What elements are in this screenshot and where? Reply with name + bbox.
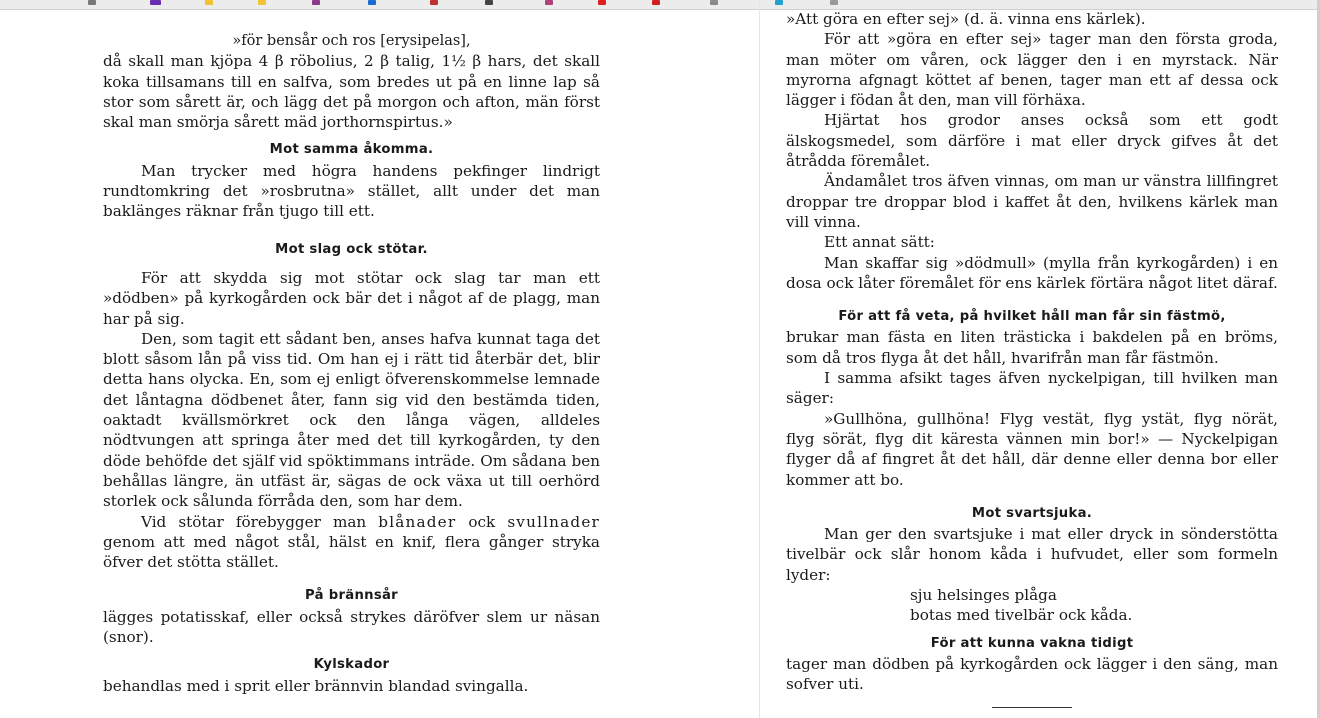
text-run: Vid stötar förebygger man <box>141 512 379 531</box>
paragraph: I samma afsikt tages äfven nyckelpigan, till hvilken man säger: <box>786 369 1278 408</box>
section-heading: För att få veta, på hvilket håll man får sin fästmö, <box>838 309 1226 325</box>
paragraph: lägges potatisskaf, eller också strykes däröfver slem ur näsan (snor). <box>103 607 600 647</box>
bookmark-icon[interactable] <box>150 0 161 5</box>
paragraph: brukar man fästa en liten trästicka i bakdelen på en bröms, som då tros flyga åt det håll, hvarifrån man får fästmön. <box>786 328 1278 367</box>
paragraph: För att skydda sig mot stötar ock slag tar man ett »dödben» på kyrkogården ock bär det i något af de plagg, man har på sig. <box>103 268 600 328</box>
text-run: ock <box>456 512 508 531</box>
verse-line: botas med tivelbär ock kåda. <box>910 606 1133 625</box>
heading-text: »Att göra en efter sej» (d. ä. vinna ens kärlek). <box>786 10 1146 28</box>
end-rule <box>992 707 1072 708</box>
paragraph: behandlas med i sprit eller brännvin blandad svingalla. <box>103 676 529 695</box>
spaced-word: blånader <box>378 512 457 531</box>
paragraph: »Gullhöna, gullhöna! Flyg vestät, flyg ystät, flyg nörät, flyg sörät, flyg dit käresta vännen min bor!» — Nyckelpigan flyger då af fingret åt det håll, där denne eller denna bor eller kommer att bo. <box>786 409 1278 489</box>
section-heading: För att kunna vakna tidigt <box>930 635 1134 651</box>
section-heading: Mot slag ock stötar. <box>275 241 428 257</box>
bookmark-icon[interactable] <box>88 0 96 5</box>
section-heading: »för bensår och ros [erysipelas], <box>232 33 471 49</box>
section-heading: Mot samma åkomma. <box>269 142 434 158</box>
bookmark-icon[interactable] <box>775 0 783 5</box>
paragraph: Den, som tagit ett sådant ben, anses hafva kunnat taga det blott såsom lån på viss tid. Om han ej i rätt tid återbär det, blir detta hans olycka. En, som ej enligt öfverenskommelse lemnade det låntagna dödbenet åter, fann sig vid den bestämda tiden, oaktadt kvällsmörkret ock den långa vägen, alldeles nödtvungen att springa åter med det till kyrkogården, ty den döde behöfde det själf vid spöktimmans inträde. Om sådana ben behållas längre, än utfäst är, sägas de ock växa ut till oerhörd storlek ock sålunda förråda den, som har dem. <box>103 329 600 511</box>
paragraph: tager man dödben på kyrkogården ock lägger i den säng, man sofver uti. <box>786 654 1278 694</box>
verse-line: sju helsinges plåga <box>910 586 1057 605</box>
section-heading: På brännsår <box>305 588 398 604</box>
bookmark-icon[interactable] <box>830 0 838 5</box>
spaced-word: svullnader <box>507 512 600 531</box>
section-heading <box>786 9 1278 29</box>
paragraph: För att »göra en efter sej» tager man den första groda, man möter om våren, ock lägger den i en myrstack. När myrorna afgnagt köttet af benen, tager man ett af dessa ock lägger i födan åt den, man vill förhäxa. <box>786 30 1278 110</box>
paragraph: Man trycker med högra handens pekfinger lindrigt rundtomkring det »rosbrutna» stället, allt under det man baklänges räknar från tjugo till ett. <box>103 161 600 221</box>
bookmark-icon[interactable] <box>710 0 718 5</box>
bookmark-icon[interactable] <box>545 0 553 5</box>
bookmark-icon[interactable] <box>485 0 493 5</box>
bookmark-icon[interactable] <box>652 0 660 5</box>
section-heading: Kylskador <box>313 657 390 673</box>
paragraph: då skall man kjöpa 4 β röbolius, 2 β talig, 1½ β hars, det skall koka tillsamans till en salfva, som bredes ut på en linne lap så stor som sårett är, och lägg det på morgon och afton, män först skal man smörja sårett mäd jorthornspirtus.» <box>103 52 600 132</box>
page-gutter <box>759 0 760 718</box>
paragraph: Hjärtat hos grodor anses också som ett godt älskogsmedel, som därföre i mat eller dryck gifves åt det åtrådda föremålet. <box>786 111 1278 171</box>
bookmark-icon[interactable] <box>205 0 213 5</box>
paragraph: Man ger den svartsjuke i mat eller dryck in sönderstötta tivelbär ock slår honom kåda i hufvudet, eller som formeln lyder: <box>786 525 1278 584</box>
section-heading: Mot svartsjuka. <box>971 505 1093 521</box>
bookmark-icon[interactable] <box>368 0 376 5</box>
bookmark-icon[interactable] <box>312 0 320 5</box>
paragraph: Man skaffar sig »dödmull» (mylla från kyrkogården) i en dosa ock låter föremålet för ens kärlek förtära något litet däraf. <box>786 253 1278 292</box>
bookmark-icon[interactable] <box>258 0 266 5</box>
bookmark-icon[interactable] <box>430 0 438 5</box>
right-book-page <box>786 9 1278 708</box>
paragraph: Ett annat sätt: <box>824 233 935 252</box>
paragraph: Ändamålet tros äfven vinnas, om man ur vänstra lillfingret droppar tre droppar blod i kaffet åt den, hvilkens kärlek man vill vinna. <box>786 172 1278 231</box>
text-run: genom att med något stål, hälst en knif, flera gånger stryka öfver det stötta stället. <box>103 532 600 572</box>
bookmark-icon[interactable] <box>598 0 606 5</box>
paragraph <box>103 512 600 573</box>
left-book-page <box>103 31 600 696</box>
